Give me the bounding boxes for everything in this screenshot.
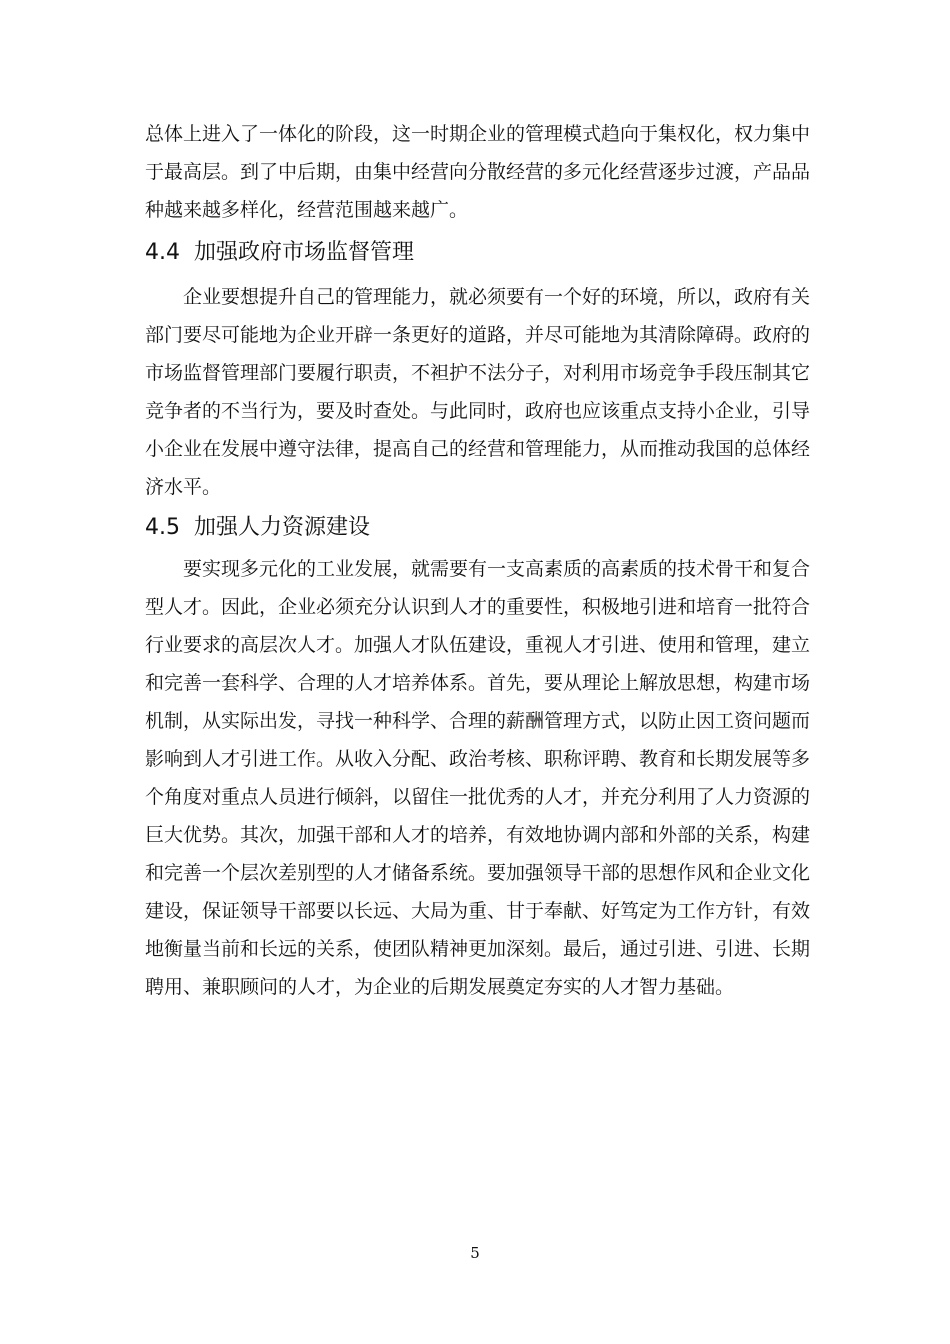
paragraph-line: 企业要想提升自己的管理能力，就必须要有一个好的环境，所以，政府有关: [183, 286, 811, 308]
paragraph-line: 于最高层。到了中后期，由集中经营向分散经营的多元化经营逐步过渡，产品品: [145, 161, 811, 183]
paragraph-line: 部门要尽可能地为企业开辟一条更好的道路，并尽可能地为其清除障碍。政府的: [145, 324, 811, 346]
paragraph-line: 竞争者的不当行为，要及时查处。与此同时，政府也应该重点支持小企业，引导: [145, 400, 811, 422]
section-heading-4-5: [145, 508, 370, 548]
paragraph-line: 和完善一套科学、合理的人才培养体系。首先，要从理论上解放思想，构建市场: [145, 672, 811, 694]
paragraph-line: 型人才。因此，企业必须充分认识到人才的重要性，积极地引进和培育一批符合: [145, 596, 811, 618]
paragraph-line: 机制，从实际出发，寻找一种科学、合理的薪酬管理方式，以防止因工资问题而: [145, 710, 811, 732]
paragraph-line: 个角度对重点人员进行倾斜，以留住一批优秀的人才，并充分利用了人力资源的: [145, 786, 811, 808]
paragraph-line: 济水平。: [145, 476, 222, 498]
paragraph-line: 要实现多元化的工业发展，就需要有一支高素质的高素质的技术骨干和复合: [183, 558, 811, 580]
paragraph-line: 总体上进入了一体化的阶段，这一时期企业的管理模式趋向于集权化，权力集中: [145, 123, 811, 145]
section-number: 4.4: [145, 240, 180, 265]
paragraph-line: 行业要求的高层次人才。加强人才队伍建设，重视人才引进、使用和管理，建立: [145, 634, 811, 656]
paragraph-line: 建设，保证领导干部要以长远、大局为重、甘于奉献、好笃定为工作方针，有效: [145, 900, 811, 922]
paragraph-line: 市场监督管理部门要履行职责，不袒护不法分子，对利用市场竞争手段压制其它: [145, 362, 811, 384]
paragraph-line: 地衡量当前和长远的关系，使团队精神更加深刻。最后，通过引进、引进、长期: [145, 938, 811, 960]
section-title: 加强人力资源建设: [194, 515, 371, 540]
page-number: 5: [470, 1244, 480, 1262]
paragraph-line: 小企业在发展中遵守法律，提高自己的经营和管理能力，从而推动我国的总体经: [145, 438, 811, 460]
paragraph-line: 聘用、兼职顾问的人才，为企业的后期发展奠定夯实的人才智力基础。: [145, 976, 735, 998]
section-number: 4.5: [145, 515, 180, 540]
section-title: 加强政府市场监督管理: [194, 240, 415, 265]
paragraph-line: 和完善一个层次差别型的人才储备系统。要加强领导干部的思想作风和企业文化: [145, 862, 811, 884]
section-heading-4-4: [145, 233, 414, 273]
paragraph-line: 种越来越多样化，经营范围越来越广。: [145, 199, 469, 221]
paragraph-line: 巨大优势。其次，加强干部和人才的培养，有效地协调内部和外部的关系，构建: [145, 824, 811, 846]
paragraph-line: 影响到人才引进工作。从收入分配、政治考核、职称评聘、教育和长期发展等多: [145, 748, 811, 770]
